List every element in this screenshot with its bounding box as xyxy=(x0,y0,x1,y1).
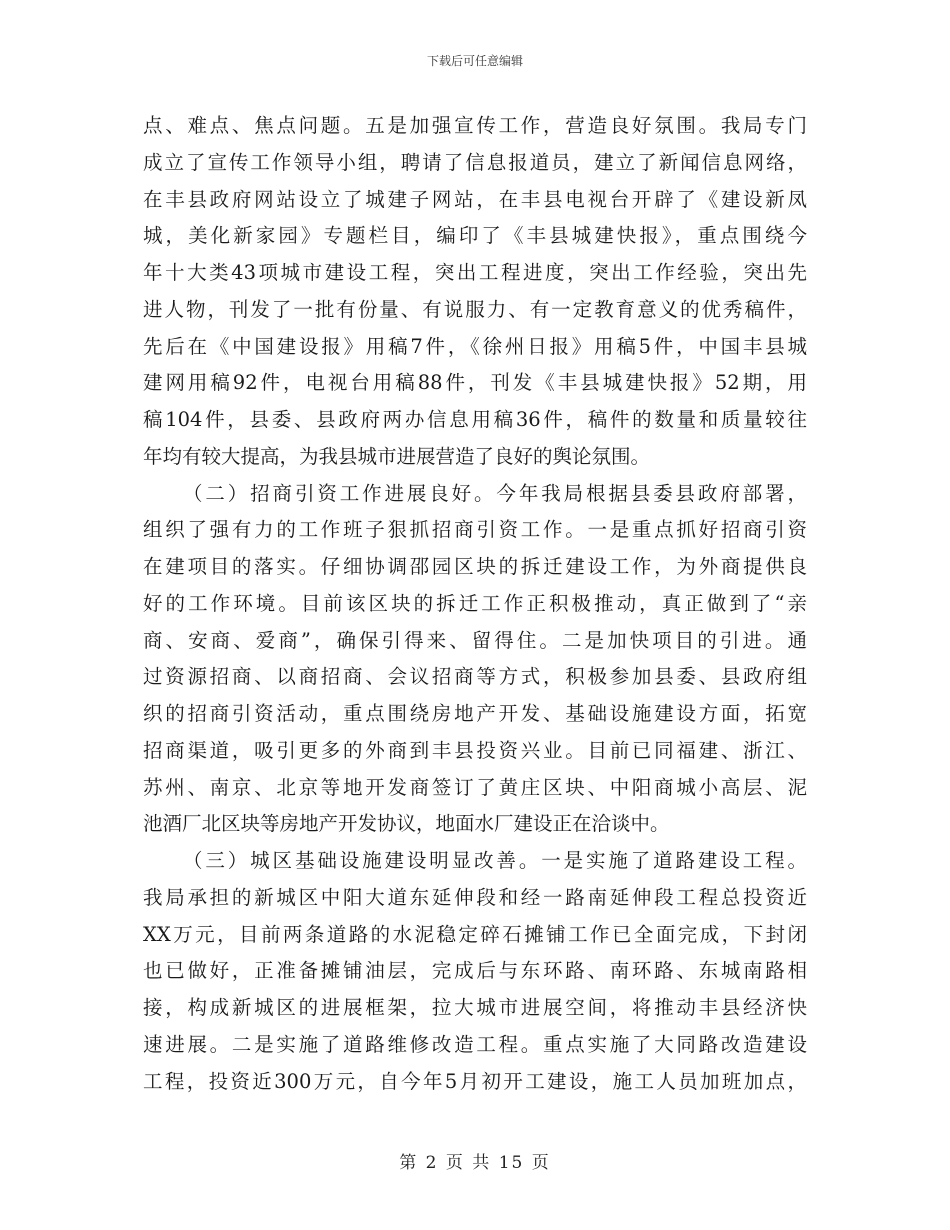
text-line: 在丰县政府网站设立了城建子网站，在丰县电视台开辟了《建设新凤 xyxy=(143,187,807,211)
text-line: 稿104件，县委、县政府两办信息用稿36件，稿件的数量和质量较往 xyxy=(143,408,807,431)
text-line: 城，美化新家园》专题栏目，编印了《丰县城建快报》，重点围绕今 xyxy=(143,224,807,248)
text-line: 成立了宣传工作领导小组，聘请了信息报道员，建立了新闻信息网络， xyxy=(143,150,807,174)
text-line: 点、难点、焦点问题。五是加强宣传工作，营造良好氛围。我局专门 xyxy=(143,114,807,137)
body-text xyxy=(143,108,807,1100)
text-line: 建网用稿92件，电视台用稿88件，刊发《丰县城建快报》52期，用 xyxy=(143,371,807,395)
text-line: 速进展。二是实施了道路维修改造工程。重点实施了大同路改造建设 xyxy=(143,1032,807,1056)
text-line: 苏州、南京、北京等地开发商签订了黄庄区块、中阳商城小高层、泥 xyxy=(143,775,807,799)
text-line: 我局承担的新城区中阳大道东延伸段和经一路南延伸段工程总投资近 xyxy=(143,885,807,909)
text-line: 商、安商、爱商”，确保引得来、留得住。二是加快项目的引进。通 xyxy=(143,628,807,652)
text-line: 进人物，刊发了一批有份量、有说服力、有一定教育意义的优秀稿件， xyxy=(143,297,807,321)
text-line: 也已做好，正准备摊铺油层，完成后与东环路、南环路、东城南路相 xyxy=(143,959,807,983)
text-line: 组织了强有力的工作班子狠抓招商引资工作。一是重点抓好招商引资 xyxy=(143,518,807,542)
page-footer: 第 2 页 共 15 页 xyxy=(399,1153,551,1173)
text-line: 好的工作环境。目前该区块的拆迁工作正积极推动，真正做到了“亲 xyxy=(143,591,807,615)
text-line: 工程，投资近300万元，自今年5月初开工建设，施工人员加班加点， xyxy=(143,1069,807,1093)
page-header: 下载后可任意编辑 xyxy=(426,54,523,68)
text-line: 在建项目的落实。仔细协调邵园区块的拆迁建设工作，为外商提供良 xyxy=(143,555,807,578)
text-line: 接，构成新城区的进展框架，拉大城市进展空间，将推动丰县经济快 xyxy=(143,996,807,1019)
text-line: XX万元，目前两条道路的水泥稳定碎石摊铺工作已全面完成，下封闭 xyxy=(143,922,807,946)
paragraph-first-line: （三）城区基础设施建设明显改善。一是实施了道路建设工程。 xyxy=(183,849,807,872)
text-line: 先后在《中国建设报》用稿7件，《徐州日报》用稿5件，中国丰县城 xyxy=(143,334,807,358)
text-line: 招商渠道，吸引更多的外商到丰县投资兴业。目前已同福建、浙江、 xyxy=(143,738,807,762)
text-line: 过资源招商、以商招商、会议招商等方式，积极参加县委、县政府组 xyxy=(143,665,807,689)
text-line: 织的招商引资活动，重点围绕房地产开发、基础设施建设方面，拓宽 xyxy=(143,702,807,725)
text-line: 池酒厂北区块等房地产开发协议，地面水厂建设正在洽谈中。 xyxy=(143,812,670,836)
text-line: 年均有较大提高，为我县城市进展营造了良好的舆论氛围。 xyxy=(143,444,651,468)
paragraph-first-line: （二）招商引资工作进展良好。今年我局根据县委县政府部署， xyxy=(183,481,807,505)
text-line: 年十大类43项城市建设工程，突出工程进度，突出工作经验，突出先 xyxy=(143,261,807,284)
